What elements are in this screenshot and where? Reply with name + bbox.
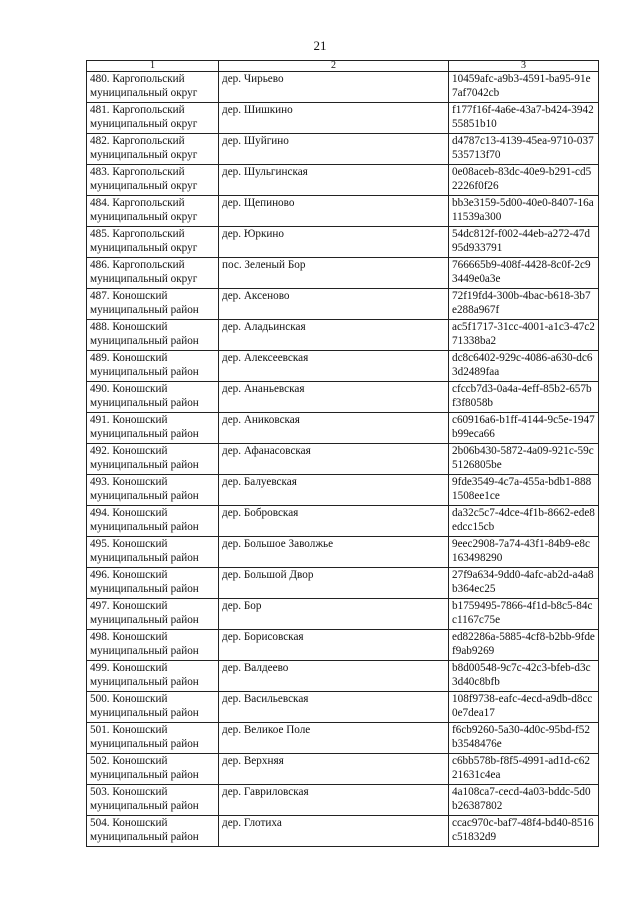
settlement-cell: дер. Аниковская bbox=[219, 413, 449, 444]
district-cell: 488. Коношский муниципальный район bbox=[87, 320, 219, 351]
settlement-cell: дер. Шуйгино bbox=[219, 134, 449, 165]
settlement-cell: дер. Афанасовская bbox=[219, 444, 449, 475]
district-cell: 504. Коношский муниципальный район bbox=[87, 816, 219, 847]
table-row bbox=[87, 196, 599, 227]
settlement-cell: дер. Великое Поле bbox=[219, 723, 449, 754]
table-row bbox=[87, 475, 599, 506]
district-cell: 501. Коношский муниципальный район bbox=[87, 723, 219, 754]
district-cell: 493. Коношский муниципальный район bbox=[87, 475, 219, 506]
district-cell: 480. Каргопольский муниципальный округ bbox=[87, 72, 219, 103]
settlement-cell: дер. Алексеевская bbox=[219, 351, 449, 382]
settlement-cell: дер. Большой Двор bbox=[219, 568, 449, 599]
fias-id-cell: c6bb578b-f8f5-4991-ad1d-c6221631c4ea bbox=[449, 754, 599, 785]
table-row bbox=[87, 754, 599, 785]
district-cell: 482. Каргопольский муниципальный округ bbox=[87, 134, 219, 165]
fias-id-cell: bb3e3159-5d00-40e0-8407-16a11539a300 bbox=[449, 196, 599, 227]
settlement-cell: дер. Бор bbox=[219, 599, 449, 630]
column-header-1: 1 bbox=[87, 61, 219, 72]
settlement-cell: дер. Глотиха bbox=[219, 816, 449, 847]
fias-id-cell: 108f9738-eafc-4ecd-a9db-d8cc0e7dea17 bbox=[449, 692, 599, 723]
table-row bbox=[87, 599, 599, 630]
table-row bbox=[87, 134, 599, 165]
table-row bbox=[87, 568, 599, 599]
table-row bbox=[87, 816, 599, 847]
page-number: 21 bbox=[313, 38, 327, 53]
settlements-table bbox=[86, 60, 599, 847]
district-cell: 486. Каргопольский муниципальный округ bbox=[87, 258, 219, 289]
fias-id-cell: d4787c13-4139-45ea-9710-037535713f70 bbox=[449, 134, 599, 165]
fias-id-cell: dc8c6402-929c-4086-a630-dc63d2489faa bbox=[449, 351, 599, 382]
table-row bbox=[87, 723, 599, 754]
column-header-2: 2 bbox=[219, 61, 449, 72]
settlement-cell: дер. Аксеново bbox=[219, 289, 449, 320]
fias-id-cell: f177f16f-4a6e-43a7-b424-394255851b10 bbox=[449, 103, 599, 134]
table-row bbox=[87, 103, 599, 134]
table-row bbox=[87, 382, 599, 413]
settlement-cell: дер. Юркино bbox=[219, 227, 449, 258]
fias-id-cell: cfccb7d3-0a4a-4eff-85b2-657bf3f8058b bbox=[449, 382, 599, 413]
fias-id-cell: f6cb9260-5a30-4d0c-95bd-f52b3548476e bbox=[449, 723, 599, 754]
table-row bbox=[87, 227, 599, 258]
table-row bbox=[87, 289, 599, 320]
district-cell: 499. Коношский муниципальный район bbox=[87, 661, 219, 692]
table-row bbox=[87, 661, 599, 692]
settlement-cell: дер. Балуевская bbox=[219, 475, 449, 506]
settlement-cell: дер. Большое Заволжье bbox=[219, 537, 449, 568]
settlement-cell: дер. Ананьевская bbox=[219, 382, 449, 413]
table-row bbox=[87, 165, 599, 196]
district-cell: 491. Коношский муниципальный район bbox=[87, 413, 219, 444]
table-row bbox=[87, 692, 599, 723]
table-row bbox=[87, 413, 599, 444]
district-cell: 495. Коношский муниципальный район bbox=[87, 537, 219, 568]
table-row bbox=[87, 258, 599, 289]
district-cell: 483. Каргопольский муниципальный округ bbox=[87, 165, 219, 196]
fias-id-cell: ccac970c-baf7-48f4-bd40-8516c51832d9 bbox=[449, 816, 599, 847]
table-row bbox=[87, 444, 599, 475]
settlement-cell: дер. Борисовская bbox=[219, 630, 449, 661]
settlement-cell: дер. Васильевская bbox=[219, 692, 449, 723]
fias-id-cell: 4a108ca7-cecd-4a03-bddc-5d0b26387802 bbox=[449, 785, 599, 816]
district-cell: 492. Коношский муниципальный район bbox=[87, 444, 219, 475]
fias-id-cell: c60916a6-b1ff-4144-9c5e-1947b99eca66 bbox=[449, 413, 599, 444]
district-cell: 487. Коношский муниципальный район bbox=[87, 289, 219, 320]
district-cell: 497. Коношский муниципальный район bbox=[87, 599, 219, 630]
fias-id-cell: 2b06b430-5872-4a09-921c-59c5126805be bbox=[449, 444, 599, 475]
fias-id-cell: 9eec2908-7a74-43f1-84b9-e8c163498290 bbox=[449, 537, 599, 568]
district-cell: 485. Каргопольский муниципальный округ bbox=[87, 227, 219, 258]
fias-id-cell: b8d00548-9c7c-42c3-bfeb-d3c3d40c8bfb bbox=[449, 661, 599, 692]
settlement-cell: дер. Шульгинская bbox=[219, 165, 449, 196]
fias-id-cell: 54dc812f-f002-44eb-a272-47d95d933791 bbox=[449, 227, 599, 258]
district-cell: 489. Коношский муниципальный район bbox=[87, 351, 219, 382]
settlement-cell: дер. Верхняя bbox=[219, 754, 449, 785]
table-row bbox=[87, 785, 599, 816]
district-cell: 481. Каргопольский муниципальный округ bbox=[87, 103, 219, 134]
table-row bbox=[87, 537, 599, 568]
table-row bbox=[87, 506, 599, 537]
district-cell: 503. Коношский муниципальный район bbox=[87, 785, 219, 816]
fias-id-cell: 72f19fd4-300b-4bac-b618-3b7e288a967f bbox=[449, 289, 599, 320]
fias-id-cell: ed82286a-5885-4cf8-b2bb-9fdef9ab9269 bbox=[449, 630, 599, 661]
settlement-cell: дер. Шишкино bbox=[219, 103, 449, 134]
district-cell: 498. Коношский муниципальный район bbox=[87, 630, 219, 661]
settlement-cell: дер. Бобровская bbox=[219, 506, 449, 537]
district-cell: 500. Коношский муниципальный район bbox=[87, 692, 219, 723]
table-row bbox=[87, 351, 599, 382]
district-cell: 484. Каргопольский муниципальный округ bbox=[87, 196, 219, 227]
district-cell: 502. Коношский муниципальный район bbox=[87, 754, 219, 785]
settlement-cell: дер. Щепиново bbox=[219, 196, 449, 227]
fias-id-cell: 9fde3549-4c7a-455a-bdb1-8881508ee1ce bbox=[449, 475, 599, 506]
fias-id-cell: 766665b9-408f-4428-8c0f-2c93449e0a3e bbox=[449, 258, 599, 289]
table-row bbox=[87, 320, 599, 351]
table-row bbox=[87, 630, 599, 661]
settlement-cell: пос. Зеленый Бор bbox=[219, 258, 449, 289]
district-cell: 496. Коношский муниципальный район bbox=[87, 568, 219, 599]
fias-id-cell: 0e08aceb-83dc-40e9-b291-cd52226f0f26 bbox=[449, 165, 599, 196]
fias-id-cell: 10459afc-a9b3-4591-ba95-91e7af7042cb bbox=[449, 72, 599, 103]
settlement-cell: дер. Валдеево bbox=[219, 661, 449, 692]
fias-id-cell: ac5f1717-31cc-4001-a1c3-47c271338ba2 bbox=[449, 320, 599, 351]
fias-id-cell: b1759495-7866-4f1d-b8c5-84cc1167c75e bbox=[449, 599, 599, 630]
table-row bbox=[87, 72, 599, 103]
column-header-3: 3 bbox=[449, 61, 599, 72]
district-cell: 490. Коношский муниципальный район bbox=[87, 382, 219, 413]
settlement-cell: дер. Аладьинская bbox=[219, 320, 449, 351]
fias-id-cell: 27f9a634-9dd0-4afc-ab2d-a4a8b364ec25 bbox=[449, 568, 599, 599]
settlement-cell: дер. Чирьево bbox=[219, 72, 449, 103]
table-header-row bbox=[87, 61, 599, 72]
district-cell: 494. Коношский муниципальный район bbox=[87, 506, 219, 537]
fias-id-cell: da32c5c7-4dce-4f1b-8662-ede8edcc15cb bbox=[449, 506, 599, 537]
settlement-cell: дер. Гавриловская bbox=[219, 785, 449, 816]
